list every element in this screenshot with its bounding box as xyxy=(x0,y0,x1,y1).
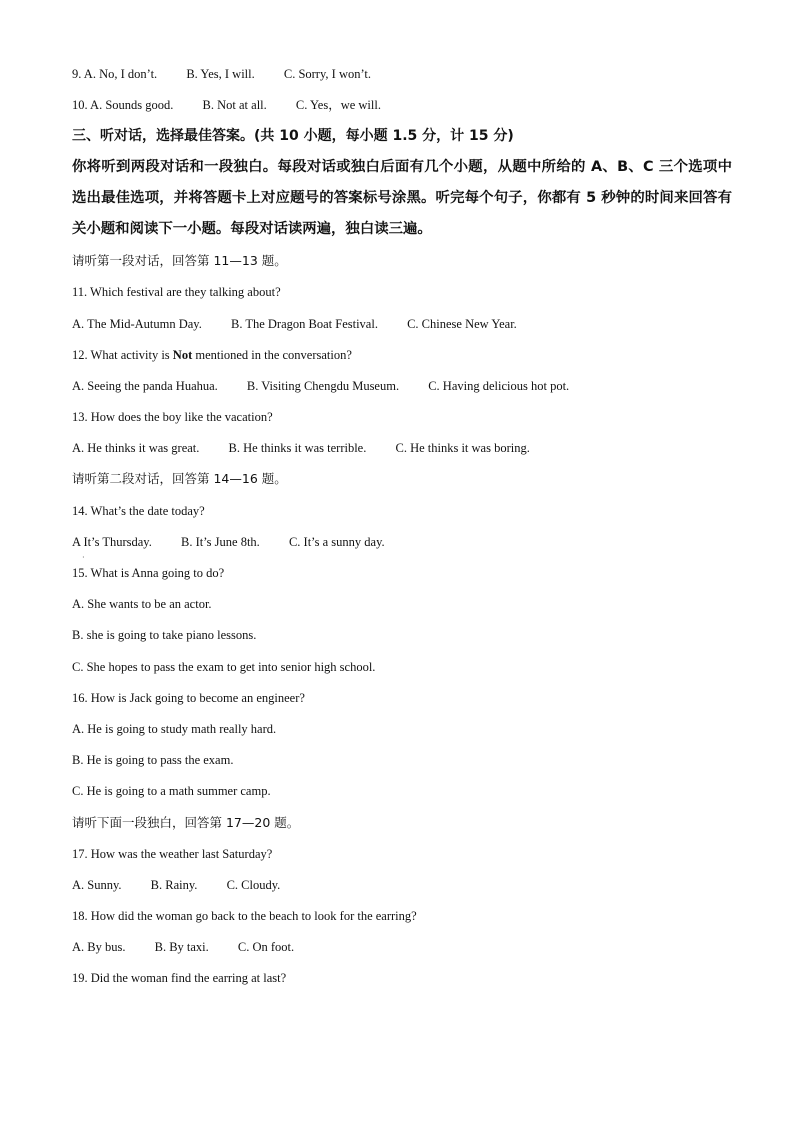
q17-option-c: C. Cloudy. xyxy=(226,877,281,892)
q18-option-a: A. By bus. xyxy=(72,940,126,955)
q17-question: 17. How was the weather last Saturday? xyxy=(72,846,273,861)
q14-option-c: C. It’s a sunny day. xyxy=(288,534,385,549)
q18-option-c: C. On foot. xyxy=(237,940,295,955)
q13-option-c: C. He thinks it was boring. xyxy=(395,441,530,456)
section-instructions: 你将听到两段对话和一段独白。每段对话或独白后面有几个小题，从题中所给的 A、B、C 三个选项中选出最佳选项，并将答题卡上对应题号的答案标号涂黑。听完每个句子，你都有 5 秒钟的时间来回答有关小题和阅读下一小题。每段对话读两遍，独白读三遍。 xyxy=(72,158,732,238)
q14-option-b: B. It’s June 8th. xyxy=(180,534,260,549)
q15-option-c: C. She hopes to pass the exam to get into senior high school. xyxy=(72,659,376,674)
q13-option-b: B. He thinks it was terrible. xyxy=(228,441,367,456)
q10-options xyxy=(72,95,732,126)
dialog2-prompt: 请听第二段对话，回答第 14—16 题。 xyxy=(72,471,287,487)
q15-question: 15. What is Anna going to do? xyxy=(72,566,225,581)
q9-option-a: 9. A. No, I don’t. xyxy=(72,67,158,81)
q12-option-c: C. Having delicious hot pot. xyxy=(428,378,570,393)
section-title: 三、听对话，选择最佳答案。(共 10 小题，每小题 1.5 分，计 15 分) xyxy=(72,128,514,145)
q11-option-a: A. The Mid-Autumn Day. xyxy=(72,316,202,331)
q16-option-b: B. He is going to pass the exam. xyxy=(72,753,234,768)
q12-question-emphasis: Not xyxy=(172,347,193,362)
q9-options xyxy=(72,64,732,95)
stray-mark: · xyxy=(82,552,85,562)
q11-option-c: C. Chinese New Year. xyxy=(407,316,517,331)
dialog1-prompt: 请听第一段对话，回答第 11—13 题。 xyxy=(72,253,287,269)
q17-option-b: B. Rainy. xyxy=(150,877,198,892)
q11-question: 11. Which festival are they talking about? xyxy=(72,285,281,300)
q19-question: 19. Did the woman find the earring at last? xyxy=(72,971,287,986)
q14-option-a: A It’s Thursday. xyxy=(72,534,152,549)
q18-options xyxy=(72,937,732,968)
q16-question: 16. How is Jack going to become an engineer? xyxy=(72,690,305,705)
q13-option-a: A. He thinks it was great. xyxy=(72,441,200,456)
q9-option-b: B. Yes, I will. xyxy=(186,67,255,81)
q10-option-b: B. Not at all. xyxy=(202,98,267,113)
q11-option-b: B. The Dragon Boat Festival. xyxy=(230,316,378,331)
q16-option-c: C. He is going to a math summer camp. xyxy=(72,784,271,799)
q13-question: 13. How does the boy like the vacation? xyxy=(72,410,273,425)
q15-option-a: A. She wants to be an actor. xyxy=(72,597,212,612)
q12-option-a: A. Seeing the panda Huahua. xyxy=(72,378,218,393)
q15-option-b: B. she is going to take piano lessons. xyxy=(72,628,257,643)
q18-question: 18. How did the woman go back to the beach to look for the earring? xyxy=(72,909,417,924)
q9-option-c: C. Sorry, I won’t. xyxy=(283,67,372,81)
q10-option-a: 10. A. Sounds good. xyxy=(72,98,174,113)
q17-options xyxy=(72,875,732,906)
q12-options xyxy=(72,376,732,407)
q10-option-c: C. Yes，we will. xyxy=(295,98,381,113)
q18-option-b: B. By taxi. xyxy=(154,940,209,955)
section-instructions-wrap xyxy=(72,158,732,252)
q12-question xyxy=(72,345,732,376)
q12-option-b: B. Visiting Chengdu Museum. xyxy=(246,378,400,393)
q16-option-a: A. He is going to study math really hard. xyxy=(72,721,277,736)
q14-options xyxy=(72,532,732,563)
exam-page xyxy=(72,64,732,1000)
q12-question-end: mentioned in the conversation? xyxy=(192,347,352,362)
q12-question-start: 12. What activity is xyxy=(72,347,173,362)
monologue-prompt: 请听下面一段独白，回答第 17—20 题。 xyxy=(72,814,300,830)
q14-question: 14. What’s the date today? xyxy=(72,503,205,518)
q11-options xyxy=(72,314,732,345)
q17-option-a: A. Sunny. xyxy=(72,877,122,892)
q13-options xyxy=(72,438,732,469)
